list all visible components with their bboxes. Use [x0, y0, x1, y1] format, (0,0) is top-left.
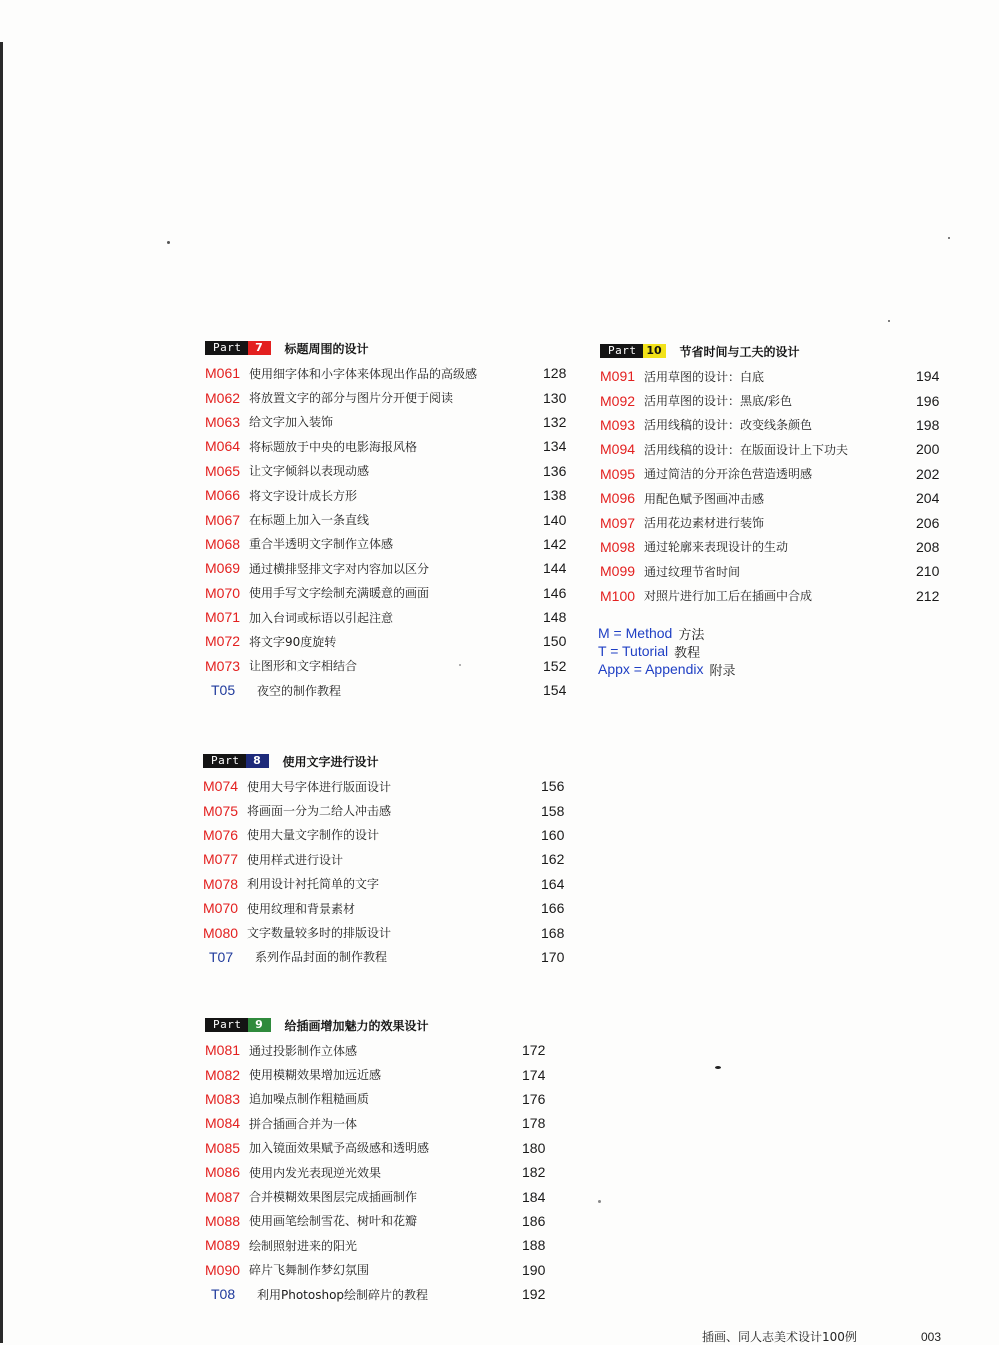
entry-code: M078 — [203, 875, 239, 892]
entry-code: M080 — [203, 924, 239, 941]
entry-page-number: 138 — [543, 487, 567, 504]
entry-title: 使用模糊效果增加远近感 — [249, 1068, 382, 1083]
toc-entry — [205, 507, 567, 531]
entry-code: M074 — [203, 778, 239, 795]
entry-page-number: 196 — [916, 392, 940, 409]
legend-label: 教程 — [674, 645, 701, 661]
part-label: Part — [205, 341, 248, 355]
entry-title: 使用细字体和小字体来体现出作品的高级感 — [249, 366, 478, 381]
part-title: 使用文字进行设计 — [282, 754, 379, 769]
toc-entry — [203, 774, 565, 798]
entry-page-number: 144 — [543, 560, 567, 577]
entry-page-number: 180 — [522, 1139, 546, 1156]
toc-entry — [600, 535, 940, 559]
entry-code: T05 — [211, 682, 236, 699]
entry-code: M099 — [600, 563, 636, 580]
entry-list — [600, 364, 940, 608]
entry-code: M082 — [205, 1066, 241, 1083]
entry-page-number: 152 — [543, 657, 567, 674]
entry-title: 夜空的制作教程 — [257, 683, 342, 698]
entry-page-number: 134 — [543, 438, 567, 455]
entry-title: 通过纹理节省时间 — [644, 564, 741, 579]
part-label: Part — [205, 1018, 248, 1032]
entry-code: M097 — [600, 514, 636, 531]
entry-title: 给文字加入装饰 — [249, 415, 334, 430]
toc-entry — [205, 654, 567, 678]
entry-code: M094 — [600, 441, 636, 458]
toc-entry — [600, 462, 940, 486]
entry-title: 使用大量文字制作的设计 — [247, 828, 380, 843]
toc-entry — [205, 1062, 546, 1086]
entry-page-number: 132 — [543, 413, 567, 430]
entry-code: M063 — [205, 413, 241, 430]
toc-entry — [203, 823, 565, 847]
entry-code: M081 — [205, 1042, 241, 1059]
entry-title: 使用画笔绘制雪花、树叶和花瓣 — [249, 1214, 418, 1229]
entry-page-number: 210 — [916, 563, 940, 580]
entry-code: M070 — [203, 900, 239, 917]
entry-title: 追加噪点制作粗糙画质 — [249, 1092, 370, 1107]
entry-code: M067 — [205, 511, 241, 528]
entry-code: M098 — [600, 538, 636, 555]
entry-code: M093 — [600, 416, 636, 433]
entry-page-number: 174 — [522, 1066, 546, 1083]
entry-page-number: 200 — [916, 441, 940, 458]
toc-entry — [205, 459, 567, 483]
scan-speck — [715, 1066, 721, 1069]
entry-title: 对照片进行加工后在插画中合成 — [644, 589, 813, 604]
entry-code: M100 — [600, 587, 636, 604]
toc-entry — [600, 388, 940, 412]
entry-code: M086 — [205, 1164, 241, 1181]
entry-page-number: 194 — [916, 368, 940, 385]
toc-entry — [205, 629, 567, 653]
entry-title: 将文字设计成长方形 — [249, 488, 358, 503]
part-label: Part — [203, 754, 246, 768]
entry-title: 利用Photoshop绘制碎片的教程 — [257, 1287, 429, 1302]
entry-code: M073 — [205, 657, 241, 674]
entry-title: 使用纹理和背景素材 — [247, 901, 356, 916]
entry-page-number: 136 — [543, 462, 567, 479]
entry-page-number: 176 — [522, 1090, 546, 1107]
entry-title: 重合半透明文字制作立体感 — [249, 537, 394, 552]
part-number-badge: 7 — [248, 341, 271, 355]
entry-title: 加入台词或标语以引起注意 — [249, 610, 394, 625]
toc-entry — [203, 945, 565, 969]
entry-title: 使用大号字体进行版面设计 — [247, 779, 392, 794]
legend-label: 附录 — [709, 663, 736, 679]
toc-entry — [205, 1038, 546, 1062]
entry-page-number: 150 — [543, 633, 567, 650]
entry-title: 使用手写文字绘制充满暖意的画面 — [249, 586, 430, 601]
entry-code: M095 — [600, 465, 636, 482]
footer-book-title: 插画、同人志美术设计100例 — [702, 1330, 857, 1344]
toc-entry — [205, 605, 567, 629]
entry-title: 将标题放于中央的电影海报风格 — [249, 439, 418, 454]
entry-page-number: 190 — [522, 1261, 546, 1278]
toc-entry — [205, 678, 567, 702]
entry-page-number: 156 — [541, 778, 565, 795]
toc-entry — [205, 385, 567, 409]
toc-entry — [205, 410, 567, 434]
section-part-10 — [600, 342, 940, 608]
toc-entry — [205, 1160, 546, 1184]
entry-page-number: 142 — [543, 535, 567, 552]
legend-key: Appx = Appendix — [598, 661, 704, 677]
entry-code: M072 — [205, 633, 241, 650]
toc-entry — [203, 847, 565, 871]
scan-speck — [167, 241, 170, 244]
part-number-badge: 10 — [643, 344, 666, 358]
part-title: 节省时间与工夫的设计 — [679, 344, 800, 359]
toc-entry — [203, 896, 565, 920]
entry-list — [205, 361, 567, 702]
toc-entry — [205, 1209, 546, 1233]
entry-title: 利用设计衬托简单的文字 — [247, 877, 380, 892]
entry-page-number: 146 — [543, 584, 567, 601]
entry-title: 使用内发光表现逆光效果 — [249, 1165, 382, 1180]
toc-entry — [205, 1282, 546, 1306]
entry-code: M087 — [205, 1188, 241, 1205]
entry-title: 通过简洁的分开涂色营造透明感 — [644, 467, 813, 482]
entry-title: 使用样式进行设计 — [247, 852, 344, 867]
toc-entry — [600, 486, 940, 510]
entry-title: 文字数量较多时的排版设计 — [247, 926, 392, 941]
entry-code: M075 — [203, 802, 239, 819]
entry-title: 在标题上加入一条直线 — [249, 513, 370, 528]
entry-page-number: 162 — [541, 851, 565, 868]
toc-entry — [600, 437, 940, 461]
toc-entry — [205, 581, 567, 605]
entry-page-number: 186 — [522, 1212, 546, 1229]
section-part-7 — [205, 339, 567, 702]
entry-code: M068 — [205, 535, 241, 552]
entry-page-number: 178 — [522, 1115, 546, 1132]
entry-title: 系列作品封面的制作教程 — [255, 950, 388, 965]
entry-code: T07 — [209, 948, 234, 965]
section-header — [205, 339, 477, 357]
entry-page-number: 204 — [916, 490, 940, 507]
entry-page-number: 192 — [522, 1286, 546, 1303]
entry-page-number: 188 — [522, 1237, 546, 1254]
entry-code: M085 — [205, 1139, 241, 1156]
entry-page-number: 158 — [541, 802, 565, 819]
toc-entry — [205, 361, 567, 385]
legend — [598, 624, 736, 678]
entry-code: M077 — [203, 851, 239, 868]
toc-entry — [205, 532, 567, 556]
part-number-badge: 8 — [246, 754, 269, 768]
part-title: 标题周围的设计 — [284, 341, 369, 356]
entry-code: M096 — [600, 490, 636, 507]
entry-title: 用配色赋予图画冲击感 — [644, 491, 765, 506]
entry-page-number: 182 — [522, 1164, 546, 1181]
toc-entry — [203, 798, 565, 822]
entry-code: M069 — [205, 560, 241, 577]
toc-entry — [205, 1087, 546, 1111]
entry-code: M065 — [205, 462, 241, 479]
toc-entry — [205, 1258, 546, 1282]
toc-entry — [205, 556, 567, 580]
scan-speck — [888, 320, 890, 322]
entry-page-number: 212 — [916, 587, 940, 604]
toc-entry — [205, 434, 567, 458]
entry-title: 活用草图的设计：黑底/彩色 — [644, 394, 793, 409]
entry-page-number: 148 — [543, 609, 567, 626]
entry-code: M092 — [600, 392, 636, 409]
binding-edge — [0, 42, 3, 1343]
legend-row — [598, 642, 736, 660]
entry-list — [203, 774, 565, 969]
entry-code: M089 — [205, 1237, 241, 1254]
entry-page-number: 208 — [916, 538, 940, 555]
entry-page-number: 170 — [541, 948, 565, 965]
entry-page-number: 130 — [543, 389, 567, 406]
section-part-8 — [203, 752, 565, 969]
entry-page-number: 168 — [541, 924, 565, 941]
entry-page-number: 206 — [916, 514, 940, 531]
entry-code: M091 — [600, 368, 636, 385]
toc-entry — [205, 1184, 546, 1208]
entry-code: M076 — [203, 826, 239, 843]
entry-code: T08 — [211, 1286, 236, 1303]
legend-row — [598, 624, 736, 642]
toc-entry — [600, 584, 940, 608]
entry-page-number: 128 — [543, 365, 567, 382]
entry-title: 让图形和文字相结合 — [249, 659, 358, 674]
entry-title: 将文字90度旋转 — [249, 634, 337, 649]
footer-page-number: 003 — [921, 1330, 942, 1344]
entry-title: 活用花边素材进行装饰 — [644, 516, 765, 531]
entry-code: M062 — [205, 389, 241, 406]
toc-entry — [205, 1111, 546, 1135]
toc-entry — [600, 364, 940, 388]
part-number-badge: 9 — [248, 1018, 271, 1032]
entry-title: 活用线稿的设计：在版面设计上下功夫 — [644, 442, 849, 457]
legend-label: 方法 — [678, 627, 705, 643]
legend-key: M = Method — [598, 625, 673, 641]
entry-page-number: 140 — [543, 511, 567, 528]
legend-key: T = Tutorial — [598, 643, 669, 659]
entry-title: 通过横排竖排文字对内容加以区分 — [249, 561, 430, 576]
entry-code: M061 — [205, 365, 241, 382]
toc-entry — [600, 413, 940, 437]
entry-page-number: 198 — [916, 416, 940, 433]
section-header — [205, 1016, 429, 1034]
entry-code: M066 — [205, 487, 241, 504]
toc-entry — [205, 483, 567, 507]
part-label: Part — [600, 344, 643, 358]
entry-title: 碎片飞舞制作梦幻氛围 — [249, 1263, 370, 1278]
entry-code: M083 — [205, 1090, 241, 1107]
entry-code: M084 — [205, 1115, 241, 1132]
entry-title: 通过轮廓来表现设计的生动 — [644, 540, 789, 555]
entry-page-number: 184 — [522, 1188, 546, 1205]
entry-title: 让文字倾斜以表现动感 — [249, 464, 370, 479]
entry-title: 将放置文字的部分与图片分开便于阅读 — [249, 391, 454, 406]
entry-page-number: 172 — [522, 1042, 546, 1059]
entry-title: 合并模糊效果图层完成插画制作 — [249, 1190, 418, 1205]
part-title: 给插画增加魅力的效果设计 — [284, 1018, 429, 1033]
entry-title: 将画面一分为二给人冲击感 — [247, 804, 392, 819]
scan-speck — [948, 237, 950, 239]
entry-title: 通过投影制作立体感 — [249, 1043, 358, 1058]
entry-title: 活用草图的设计：白底 — [644, 369, 765, 384]
section-header — [600, 342, 848, 360]
entry-page-number: 154 — [543, 682, 567, 699]
entry-page-number: 202 — [916, 465, 940, 482]
legend-row — [598, 660, 736, 678]
toc-entry — [600, 559, 940, 583]
entry-page-number: 160 — [541, 826, 565, 843]
toc-entry — [205, 1233, 546, 1257]
toc-entry — [203, 872, 565, 896]
entry-title: 绘制照射进来的阳光 — [249, 1238, 358, 1253]
scan-speck — [598, 1200, 601, 1203]
toc-entry — [600, 510, 940, 534]
entry-code: M064 — [205, 438, 241, 455]
entry-title: 活用线稿的设计：改变线条颜色 — [644, 418, 813, 433]
toc-entry — [203, 920, 565, 944]
section-header — [203, 752, 391, 770]
scan-speck — [459, 664, 461, 666]
toc-entry — [205, 1136, 546, 1160]
entry-page-number: 164 — [541, 875, 565, 892]
entry-code: M070 — [205, 584, 241, 601]
entry-page-number: 166 — [541, 900, 565, 917]
entry-code: M088 — [205, 1212, 241, 1229]
entry-title: 拼合插画合并为一体 — [249, 1116, 358, 1131]
entry-list — [205, 1038, 546, 1306]
section-part-9 — [205, 1016, 546, 1306]
entry-code: M071 — [205, 609, 241, 626]
entry-code: M090 — [205, 1261, 241, 1278]
entry-title: 加入镜面效果赋予高级感和透明感 — [249, 1141, 430, 1156]
